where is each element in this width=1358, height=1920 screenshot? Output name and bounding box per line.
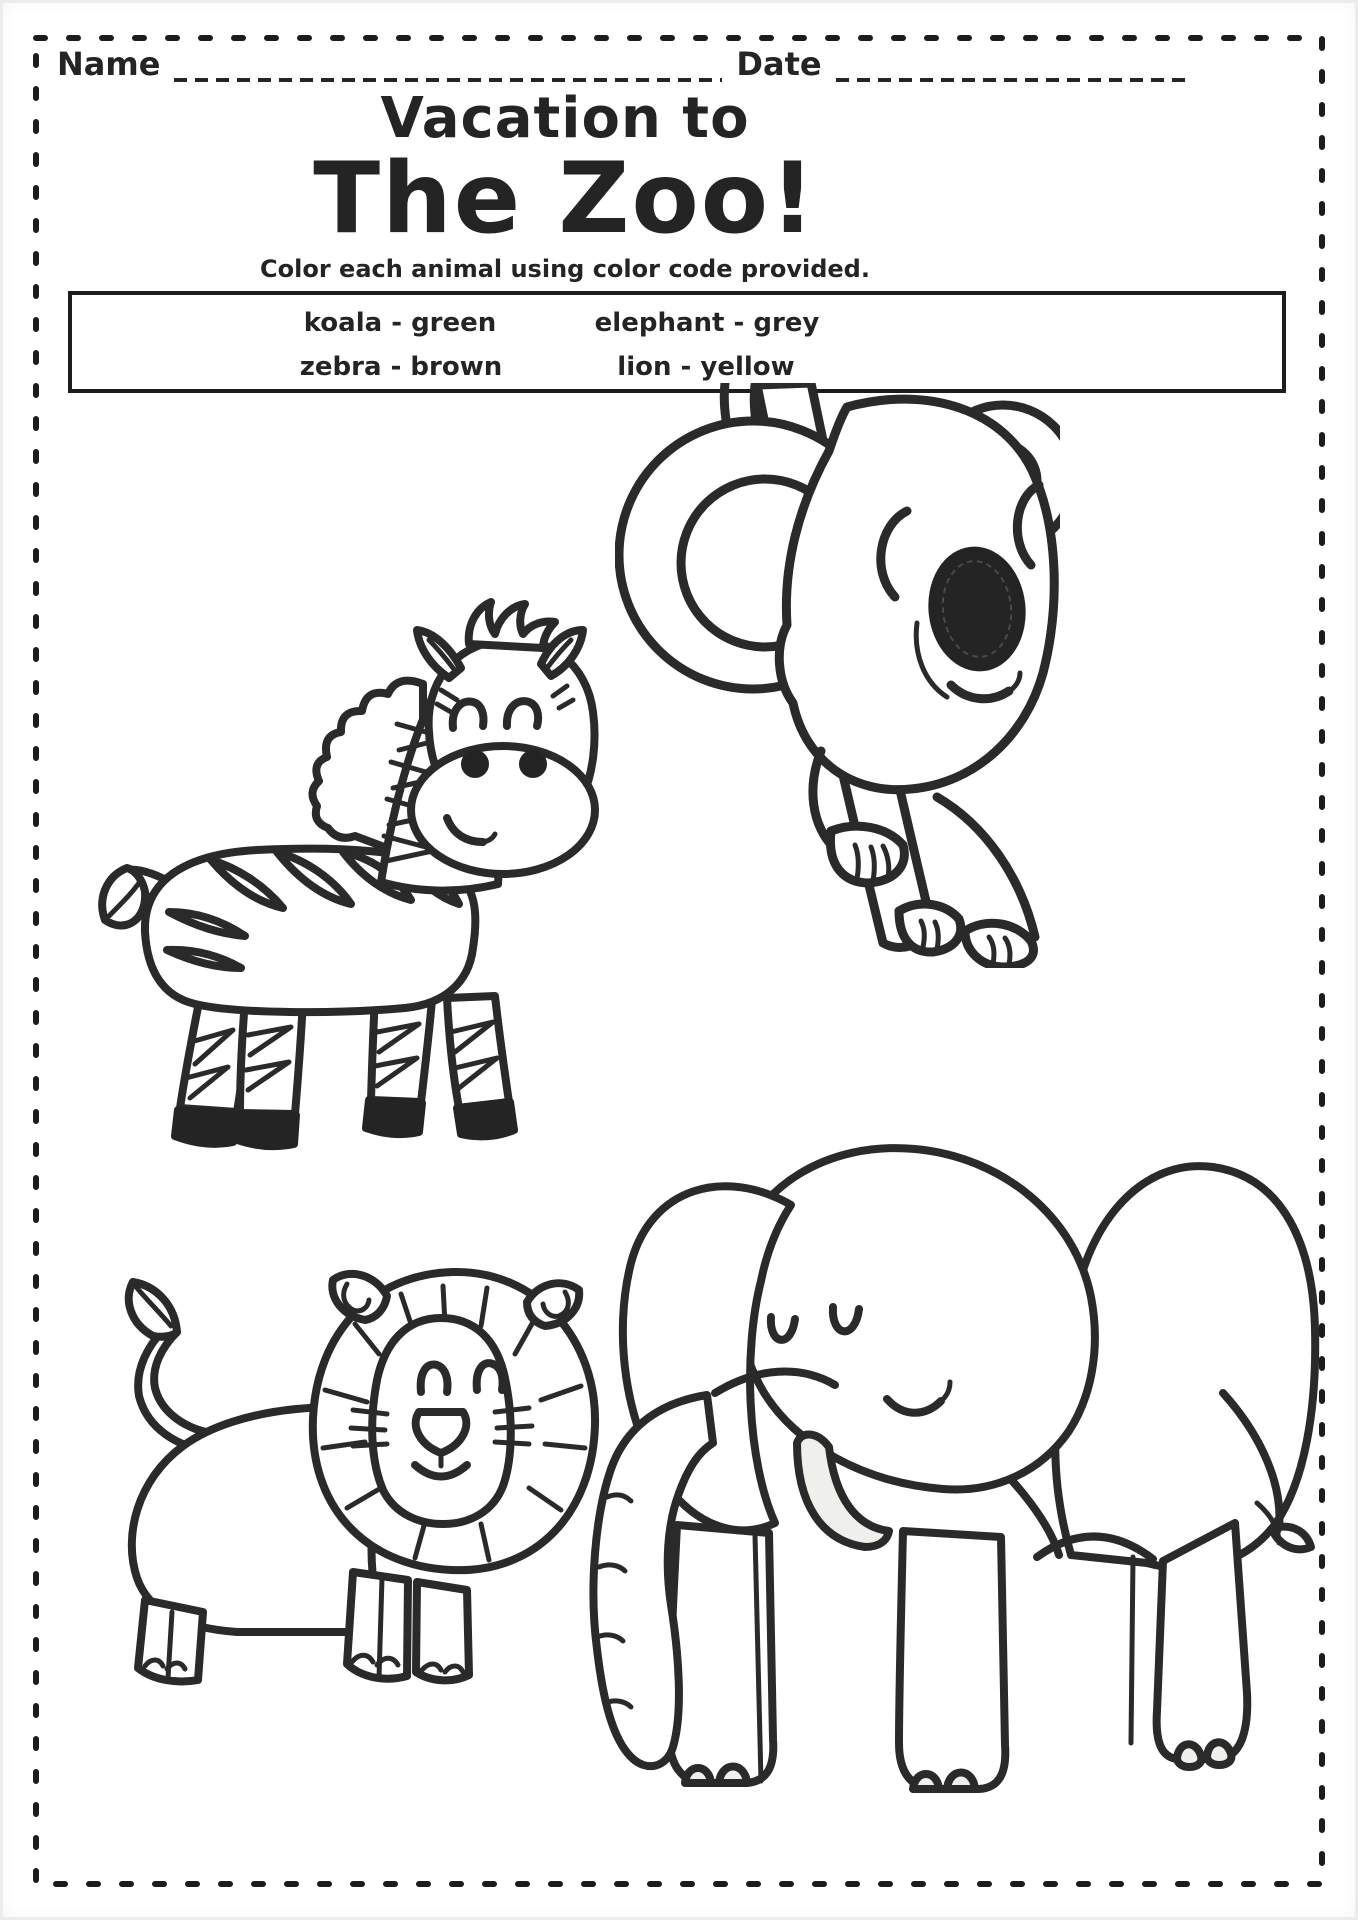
title-block <box>0 86 1130 283</box>
color-code-item-koala: koala - green <box>303 308 497 338</box>
lion-illustration <box>85 1260 600 1705</box>
elephant-icon <box>593 1148 1315 1789</box>
date-blank-line <box>836 52 1185 82</box>
date-label: Date <box>736 45 822 83</box>
elephant-illustration <box>535 1095 1330 1795</box>
color-code-item-zebra: zebra - brown <box>299 352 503 382</box>
page-title-line2: The Zoo! <box>313 141 817 256</box>
koala-illustration <box>615 383 1060 968</box>
name-date-row <box>57 45 1185 83</box>
color-code-item-lion: lion - yellow <box>617 352 795 382</box>
color-code-item-elephant: elephant - grey <box>594 308 820 338</box>
koala-icon <box>619 383 1060 967</box>
instructions-text: Color each animal using color code provided. <box>260 254 870 283</box>
name-label: Name <box>57 45 161 83</box>
page-title-line1: Vacation to <box>380 86 750 151</box>
zebra-icon <box>102 602 595 1146</box>
zebra-illustration <box>85 580 655 1160</box>
lion-icon <box>129 1272 595 1682</box>
name-blank-line <box>174 52 722 82</box>
